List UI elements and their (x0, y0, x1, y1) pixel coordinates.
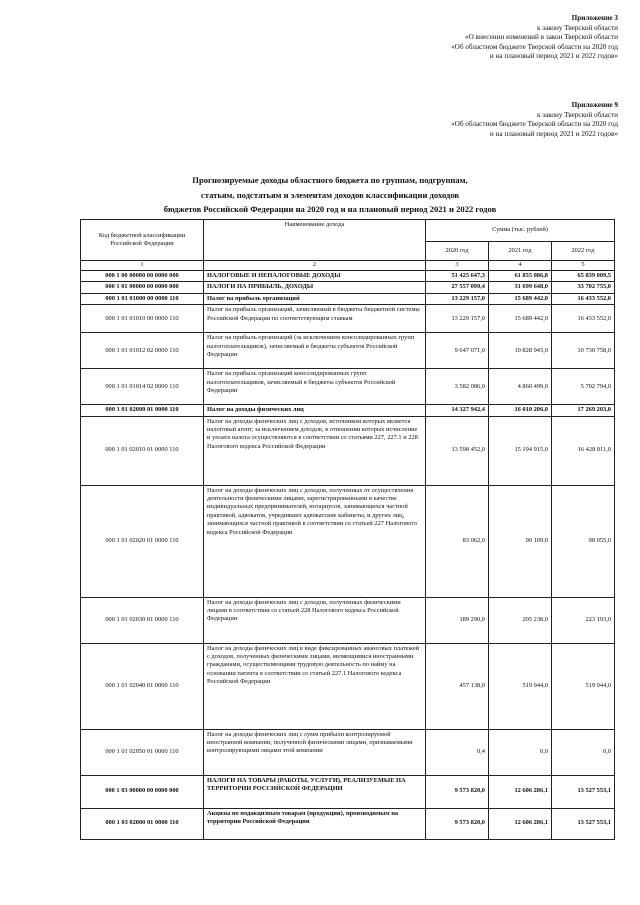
row-value-2022: 223 193,0 (552, 597, 615, 643)
table-row (81, 282, 615, 293)
row-code: 000 1 00 00000 00 0000 000 (81, 271, 204, 282)
row-value-2021: 10 828 943,0 (489, 333, 552, 369)
row-code: 000 1 01 02040 01 0000 110 (81, 643, 204, 729)
row-code: 000 1 01 02000 01 0000 110 (81, 405, 204, 416)
row-value-2020: 457 138,0 (426, 643, 489, 729)
row-code: 000 1 01 02050 01 0000 110 (81, 729, 204, 775)
appendix-3-title: Приложение 3 (571, 14, 618, 22)
title-line: статьям, подстатьям и элементам доходов классификации доходов (200, 189, 460, 200)
row-value-2020: 9 647 071,0 (426, 333, 489, 369)
row-value-2021: 12 606 286,1 (489, 808, 552, 839)
appendix-3-line: к закону Тверской области (536, 23, 618, 32)
row-name: Налог на прибыль организаций (204, 293, 426, 304)
row-code: 000 1 01 00000 00 0000 000 (81, 282, 204, 293)
appendix-3-line: «Об областном бюджете Тверской области на 2020 год (451, 42, 618, 51)
column-number: 5 (552, 261, 615, 271)
row-value-2022: 5 702 794,0 (552, 369, 615, 405)
row-value-2021: 4 860 499,0 (489, 369, 552, 405)
row-code: 000 1 01 01012 02 0000 110 (81, 333, 204, 369)
row-name: Налог на доходы физических лиц с сумм прибыли контролируемой иностранной компании, полученной физическими лицами, признаваемыми контролирующими лицами этой компании (204, 729, 426, 775)
header-year-2021: 2021 год (489, 242, 552, 261)
table-row (81, 305, 615, 333)
table-row (81, 729, 615, 775)
row-value-2022: 16 433 552,0 (552, 305, 615, 333)
row-value-2020: 27 557 099,4 (426, 282, 489, 293)
row-value-2021: 0,0 (489, 729, 552, 775)
table-row (81, 643, 615, 729)
row-value-2022: 519 944,0 (552, 643, 615, 729)
appendix-9-line: «Об областном бюджете Тверской области на 2020 год (451, 120, 618, 129)
table-row (81, 405, 615, 416)
table-row (81, 293, 615, 304)
appendix-3-block (451, 14, 618, 62)
row-value-2020: 13 598 452,0 (426, 416, 489, 485)
header-name: Наименование дохода (204, 220, 426, 261)
header-code: Код бюджетной классификации Российской Федерации (81, 220, 204, 261)
column-number: 1 (81, 261, 204, 271)
row-value-2022: 98 055,0 (552, 485, 615, 597)
title-line: Прогнозируемые доходы областного бюджета по группам, подгруппам, (192, 175, 468, 185)
row-name: Налог на прибыль организаций, зачисляемый в бюджеты бюджетной системы Российской Федерации по соответствующим ставкам (204, 305, 426, 333)
row-value-2022: 13 527 553,1 (552, 808, 615, 839)
row-value-2021: 205 238,0 (489, 597, 552, 643)
row-value-2021: 519 944,0 (489, 643, 552, 729)
row-code: 000 1 03 00000 00 0000 000 (81, 775, 204, 808)
row-value-2021: 31 699 648,0 (489, 282, 552, 293)
table-row (81, 808, 615, 839)
row-value-2021: 61 855 086,8 (489, 271, 552, 282)
appendix-3-line: и на плановый период 2021 и 2022 годов» (489, 52, 618, 61)
row-value-2022: 10 730 758,0 (552, 333, 615, 369)
row-value-2020: 13 229 157,0 (426, 293, 489, 304)
row-code: 000 1 01 01000 00 0000 110 (81, 293, 204, 304)
row-value-2020: 9 573 820,0 (426, 808, 489, 839)
row-value-2020: 0,4 (426, 729, 489, 775)
row-value-2022: 17 269 203,0 (552, 405, 615, 416)
row-value-2020: 3 582 086,0 (426, 369, 489, 405)
header-year-2020: 2020 год (426, 242, 489, 261)
row-code: 000 1 03 02000 01 0000 110 (81, 808, 204, 839)
row-name: Акцизы по подакцизным товарам (продукции), производимым на территории Российской Федерации (204, 808, 426, 839)
column-number: 3 (426, 261, 489, 271)
row-code: 000 1 01 01014 02 0000 110 (81, 369, 204, 405)
row-value-2021: 16 010 206,0 (489, 405, 552, 416)
row-value-2021: 15 689 442,0 (489, 305, 552, 333)
document-title (90, 173, 570, 217)
revenue-table (80, 219, 615, 840)
column-number: 4 (489, 261, 552, 271)
table-row (81, 485, 615, 597)
row-value-2022: 0,0 (552, 729, 615, 775)
table-row (81, 333, 615, 369)
table-row (81, 369, 615, 405)
row-name: Налог на прибыль организаций (за исключением консолидированных групп налогоплательщиков), зачисляемый в бюджеты субъектов Российской Федерации (204, 333, 426, 369)
row-code: 000 1 01 02030 01 0000 110 (81, 597, 204, 643)
appendix-9-block (451, 101, 618, 139)
row-value-2022: 16 428 011,0 (552, 416, 615, 485)
row-name: НАЛОГИ НА ПРИБЫЛЬ, ДОХОДЫ (204, 282, 426, 293)
appendix-9-line: и на плановый период 2021 и 2022 годов» (489, 129, 618, 138)
row-value-2021: 90 109,0 (489, 485, 552, 597)
appendix-9-line: к закону Тверской области (536, 110, 618, 119)
title-line: бюджетов Российской Федерации на 2020 год и на плановый период 2021 и 2022 годов (163, 204, 497, 214)
row-name: НАЛОГОВЫЕ И НЕНАЛОГОВЫЕ ДОХОДЫ (204, 271, 426, 282)
row-name: Налог на прибыль организаций консолидированных групп налогоплательщиков, зачисляемый в бюджеты субъектов Российской Федерации (204, 369, 426, 405)
row-value-2021: 15 689 442,0 (489, 293, 552, 304)
row-value-2020: 51 425 647,3 (426, 271, 489, 282)
row-name: Налог на доходы физических лиц в виде фиксированных авансовых платежей с доходов, полученных физическими лицами, являющимися иностранными гражданами, осуществляющими трудовую деятельность по найму на основании патента в соответствии со статьей 227.1 Налогового кодекса Российской Федерации (204, 643, 426, 729)
row-name: Налог на доходы физических лиц с доходов, полученных физическими лицами в соответствии со статьей 228 Налогового кодекса Российской Федерации (204, 597, 426, 643)
row-value-2022: 33 702 755,0 (552, 282, 615, 293)
row-code: 000 1 01 02020 01 0000 110 (81, 485, 204, 597)
row-value-2021: 12 606 286,1 (489, 775, 552, 808)
table-row (81, 271, 615, 282)
row-name: Налог на доходы физических лиц с доходов, полученных от осуществления деятельности физическими лицами, зарегистрированными в качестве индивидуальных предпринимателей, нотариусов, занимающихся частной практикой, адвокатов, учредивших адвокатские кабинеты, и других лиц, занимающихся частной практикой в соответствии со статьей 227 Налогового кодекса Российской Федерации (204, 485, 426, 597)
row-value-2020: 189 290,0 (426, 597, 489, 643)
row-value-2020: 83 062,0 (426, 485, 489, 597)
appendix-9-title: Приложение 9 (571, 101, 618, 109)
row-value-2022: 13 527 553,1 (552, 775, 615, 808)
row-value-2020: 14 327 942,4 (426, 405, 489, 416)
header-sum: Сумма (тыс. рублей) (426, 220, 615, 242)
table-row (81, 775, 615, 808)
row-code: 000 1 01 02010 01 0000 110 (81, 416, 204, 485)
appendix-3-line: «О внесении изменений в закон Тверской области (464, 33, 618, 42)
header-year-2022: 2022 год (552, 242, 615, 261)
row-name: Налог на доходы физических лиц (204, 405, 426, 416)
table-row (81, 597, 615, 643)
row-name: Налог на доходы физических лиц с доходов, источником которых является налоговый агент, за исключением доходов, в отношении которых исчисление и уплата налога осуществляются в соответствии со статьями 227, 227.1 и 228 Налогового кодекса Российской Федерации (204, 416, 426, 485)
table-body (81, 271, 615, 840)
row-value-2021: 15 194 915,0 (489, 416, 552, 485)
column-number: 2 (204, 261, 426, 271)
row-value-2020: 9 573 820,0 (426, 775, 489, 808)
row-value-2022: 16 433 552,0 (552, 293, 615, 304)
row-name: НАЛОГИ НА ТОВАРЫ (РАБОТЫ, УСЛУГИ), РЕАЛИЗУЕМЫЕ НА ТЕРРИТОРИИ РОССИЙСКОЙ ФЕДЕРАЦИИ (204, 775, 426, 808)
row-value-2020: 13 229 157,0 (426, 305, 489, 333)
table-row (81, 416, 615, 485)
row-value-2022: 65 839 009,5 (552, 271, 615, 282)
row-code: 000 1 01 01010 00 0000 110 (81, 305, 204, 333)
